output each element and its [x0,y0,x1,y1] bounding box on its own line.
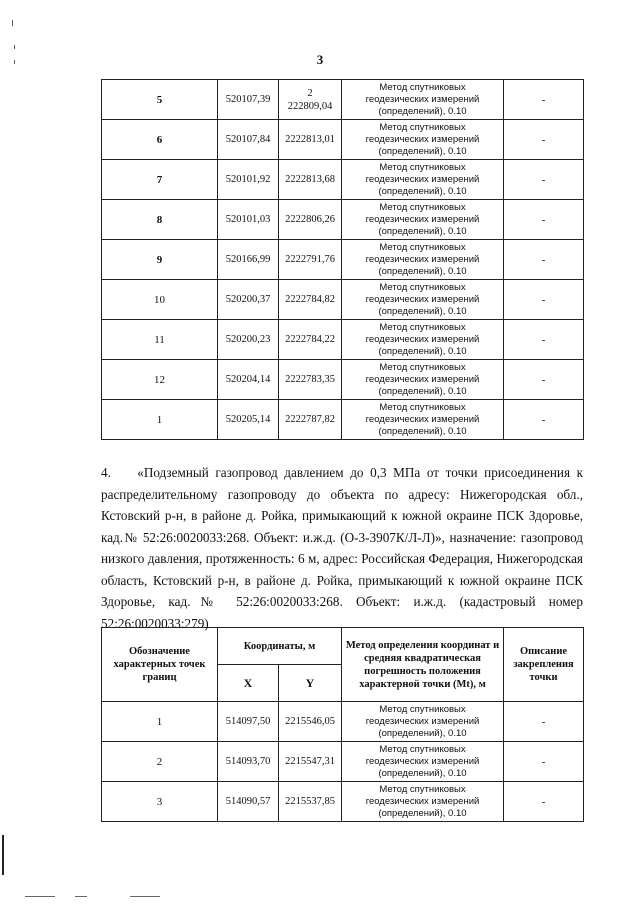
fixation-description: - [504,702,584,742]
coord-x: 520204,14 [218,360,279,400]
coord-y: 2222791,76 [279,240,342,280]
table-row [102,400,584,440]
method-line: геодезических измерений [365,715,480,727]
coord-x: 520200,23 [218,320,279,360]
coord-x: 514097,50 [218,702,279,742]
coord-y: 2222784,22 [279,320,342,360]
method-cell [342,742,504,782]
fixation-description: - [504,400,584,440]
coord-x: 520166,99 [218,240,279,280]
point-number: 2 [102,742,218,782]
table-row [102,320,584,360]
coord-x: 520205,14 [218,400,279,440]
coord-x: 520107,39 [218,80,279,120]
method-line: геодезических измерений [365,93,480,105]
point-number: 1 [102,400,218,440]
scan-mark [12,20,13,26]
fixation-description: - [504,320,584,360]
fixation-description: - [504,240,584,280]
header-method: Метод определения координат и средняя квадратическая погрешность положения характерной точки (Mt), м [342,628,504,702]
method-line: Метод спутниковых [379,783,466,795]
coord-y: 2222783,35 [279,360,342,400]
method-line: геодезических измерений [365,253,480,265]
point-number: 11 [102,320,218,360]
fixation-description: - [504,160,584,200]
scan-mark [14,60,15,64]
header-designation: Обозначение характерных точек границ [102,628,218,702]
table-row [102,360,584,400]
method-cell [342,160,504,200]
footer-line [130,896,160,897]
coord-y: 2222784,82 [279,280,342,320]
section-4-paragraph: 4. «Подземный газопровод давлением до 0,3 МПа от точки присоединения к распределительному газопроводу до объекта по адресу: Нижегородская обл., Кстовский р-н, в районе д. Ройка, примыкающий к южной окраине ПСК Здоровье, кад.№ 52:26:0020033:268. Объект: и.ж.д. (О-3-3907К/Л-Л)», назначение: газопровод низкого давления, протяженность: 6 м, адрес: Российская Федерация, Нижегородская область, Кстовский р-н, в районе д. Ройка, примыкающий к южной окраине ПСК Здоровье, кад.№ 52:26:0020033:268. Объект: и.ж.д. (кадастровый номер 52:26:0020033:279) [101,465,583,631]
method-line: (определений), 0.10 [378,145,467,157]
method-line: Метод спутниковых [379,321,466,333]
method-line: Метод спутниковых [379,81,466,93]
point-number: 1 [102,702,218,742]
coord-y: 2222787,82 [279,400,342,440]
coordinates-table-object-4 [101,627,584,822]
table-row [102,702,584,742]
coord-y: 2215546,05 [279,702,342,742]
fixation-description: - [504,742,584,782]
method-line: Метод спутниковых [379,703,466,715]
coord-y: 2222813,01 [279,120,342,160]
method-line: (определений), 0.10 [378,767,467,779]
header-description: Описание закрепления точки [504,628,584,702]
coord-y: 2215537,85 [279,782,342,822]
method-line: Метод спутниковых [379,121,466,133]
point-number: 5 [102,80,218,120]
method-line: геодезических измерений [365,173,480,185]
method-line: геодезических измерений [365,293,480,305]
method-cell [342,80,504,120]
header-y: Y [279,665,342,702]
method-line: Метод спутниковых [379,743,466,755]
method-line: Метод спутниковых [379,281,466,293]
method-cell [342,360,504,400]
table-row [102,80,584,120]
method-line: геодезических измерений [365,755,480,767]
table-row [102,240,584,280]
table-row [102,120,584,160]
point-number: 8 [102,200,218,240]
scan-mark [14,45,15,49]
footer-line [25,896,55,897]
coordinates-table-continued [101,79,584,440]
fixation-description: - [504,80,584,120]
page-number: 3 [316,52,324,67]
coord-y: 2 222809,04 [279,80,342,120]
table-row [102,742,584,782]
method-line: Метод спутниковых [379,161,466,173]
coord-x: 520101,03 [218,200,279,240]
point-number: 10 [102,280,218,320]
method-line: (определений), 0.10 [378,225,467,237]
method-cell [342,120,504,160]
method-cell [342,702,504,742]
point-number: 12 [102,360,218,400]
method-line: геодезических измерений [365,795,480,807]
coord-y: 2222813,68 [279,160,342,200]
method-line: геодезических измерений [365,213,480,225]
method-line: геодезических измерений [365,373,480,385]
table-row [102,782,584,822]
coord-y: 2222806,26 [279,200,342,240]
method-cell [342,240,504,280]
method-line: (определений), 0.10 [378,265,467,277]
method-line: (определений), 0.10 [378,727,467,739]
table-row [102,160,584,200]
method-line: Метод спутниковых [379,361,466,373]
method-line: Метод спутниковых [379,401,466,413]
table-row [102,280,584,320]
fixation-description: - [504,360,584,400]
fixation-description: - [504,782,584,822]
header-x: X [218,665,279,702]
method-line: (определений), 0.10 [378,807,467,819]
method-line: (определений), 0.10 [378,425,467,437]
method-line: геодезических измерений [365,133,480,145]
scan-edge-mark [2,835,4,875]
coord-x: 520200,37 [218,280,279,320]
fixation-description: - [504,280,584,320]
method-line: (определений), 0.10 [378,305,467,317]
point-number: 6 [102,120,218,160]
method-line: геодезических измерений [365,333,480,345]
method-cell [342,200,504,240]
method-cell [342,400,504,440]
method-line: (определений), 0.10 [378,185,467,197]
coord-x: 514093,70 [218,742,279,782]
fixation-description: - [504,120,584,160]
footer-line [75,896,87,897]
coord-x: 520107,84 [218,120,279,160]
method-cell [342,782,504,822]
method-line: Метод спутниковых [379,201,466,213]
table-row [102,200,584,240]
header-coordinates: Координаты, м [218,628,342,665]
method-cell [342,280,504,320]
method-line: (определений), 0.10 [378,385,467,397]
point-number: 7 [102,160,218,200]
method-line: (определений), 0.10 [378,105,467,117]
method-line: геодезических измерений [365,413,480,425]
coord-x: 514090,57 [218,782,279,822]
fixation-description: - [504,200,584,240]
method-cell [342,320,504,360]
point-number: 3 [102,782,218,822]
coord-x: 520101,92 [218,160,279,200]
coord-y: 2215547,31 [279,742,342,782]
method-line: Метод спутниковых [379,241,466,253]
method-line: (определений), 0.10 [378,345,467,357]
point-number: 9 [102,240,218,280]
